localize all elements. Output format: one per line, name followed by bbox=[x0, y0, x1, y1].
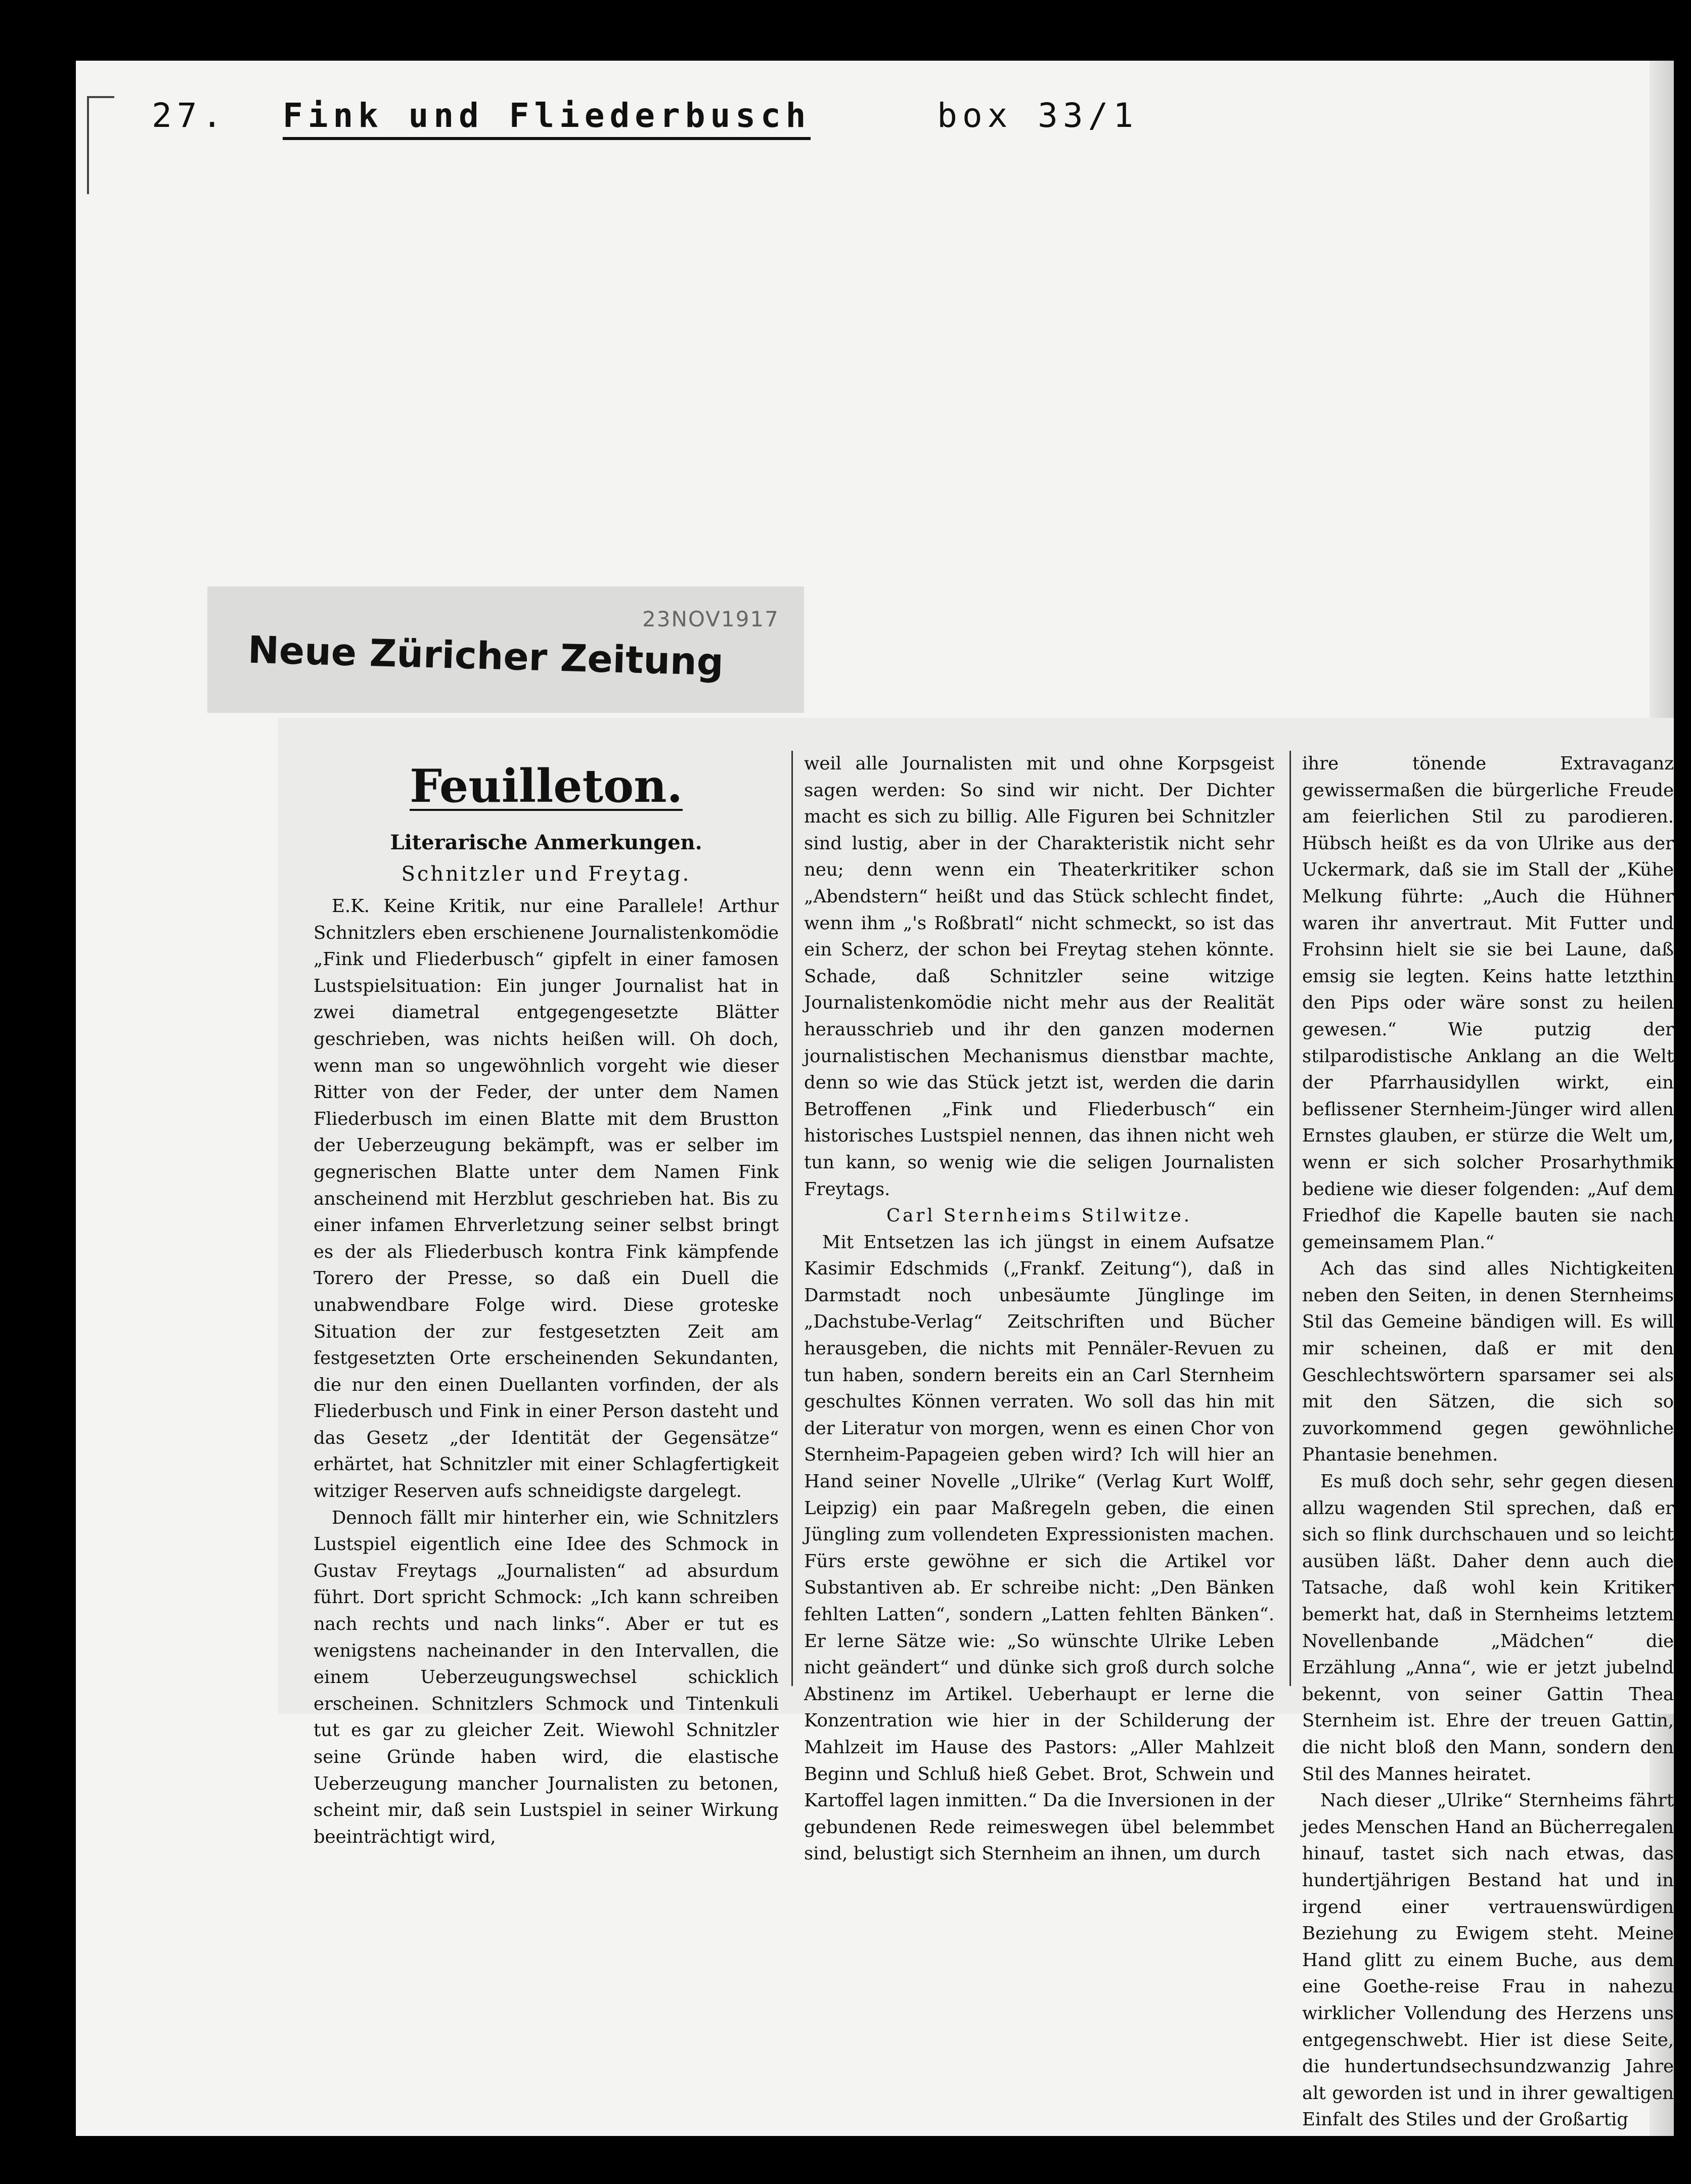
header-title: Fink und Fliederbusch bbox=[283, 96, 811, 140]
text-column-3 bbox=[1302, 751, 1674, 2130]
corner-crop-mark bbox=[87, 96, 114, 194]
article-subhead: Carl Sternheims Stilwitze. bbox=[886, 1205, 1192, 1226]
paragraph: ihre tönende Extravaganz gewissermaßen die bürgerliche Freude am feierlichen Stil zu parodieren. Hübsch heißt es da von Ulrike aus der Uckermark, daß sie im Stall der „Kühe Melkung führte: „Auch die Hühner waren ihr anvertraut. Mit Futter und Frohsinn hielt sie sie bei Laune, daß emsig sie legten. Keins hatte letzthin den Pips oder wäre sonst zu heilen gewesen.“ Wie putzig der stilparodistische Anklang an die Welt der Pfarrhausidyllen wirkt, ein beflissener Sternheim-Jünger wird allen Ernstes glauben, er stürze die Welt um, wenn er sich solcher Prosarhythmik bediene wie dieser folgenden: „Auf dem Friedhof die Kapelle bauten sie nach gemeinsamem Plan.“ bbox=[1302, 753, 1674, 1253]
archive-sheet bbox=[76, 61, 1674, 2136]
paragraph: E.K. Keine Kritik, nur eine Parallele! Arthur Schnitzlers eben erschienene Journalistenkomödie „Fink und Fliederbusch“ gipfelt in einer famosen Lustspielsituation: Ein junger Journalist hat in zwei diametral entgegengesetzte Blätter geschrieben, was nichts heißen will. Oh doch, wenn man so ungewöhnlich vorgeht wie dieser Ritter von der Feder, der unter dem Namen Fliederbusch im einen Blatte mit dem Brustton der Ueberzeugung bekämpft, was er selber im gegnerischen Blatte unter dem Namen Fink anscheinend mit Herzblut geschrieben hat. Bis zu einer infamen Ehrverletzung seiner selbst bringt es der als Fliederbusch kontra Fink kämpfende Torero der Presse, so daß ein Duell die unabwendbare Folge wird. Diese groteske Situation der zur festgesetzten Zeit am festgesetzten Orte erscheinenden Sekundanten, die nur den einen Duellanten vorfinden, der als Fliederbusch und Fink in einer Person dasteht und das Gesetz „der Identität der Gegensätze“ erhärtet, hat Schnitzler mit einer Schlagfertigkeit witziger Reserven aufs schneidigste dargelegt. bbox=[314, 896, 779, 1502]
paragraph: Mit Entsetzen las ich jüngst in einem Aufsatze Kasimir Edschmids („Frankf. Zeitung“), daß in Darmstadt noch unbesäumte Jünglinge im „Dachstube-Verlag“ Zeitschriften und Bücher herausgeben, die nichts mit Pennäler-Revuen zu tun haben, sondern bereits ein an Carl Sternheim geschultes Können verraten. Wo soll das hin mit der Literatur von morgen, wenn es einen Chor von Sternheim-Papageien geben wird? Ich will hier an Hand seiner Novelle „Ulrike“ (Verlag Kurt Wolff, Leipzig) ein paar Maßregeln geben, die einen Jüngling zum vollendeten Expressionisten machen. Fürs erste gewöhne er sich die Artikel vor Substantiven ab. Er schreibe nicht: „Den Bänken fehlten Latten“, sondern „Latten fehlten Bänken“. Er lerne Sätze wie: „So wünschte Ulrike Leben nicht geändert“ und dünke sich groß durch solche Abstinenz im Artikel. Ueberhaupt er lerne die Konzentration wie hier in der Schilderung der Mahlzeit im Hause des Pastors: „Aller Mahlzeit Beginn und Schluß hieß Gebet. Brot, Schwein und Kartoffel lagen inmitten.“ Da die Inversionen in der gebundenen Rede reimeswegen übel belemmbet sind, belustigt sich Sternheim an ihnen, um durch bbox=[804, 1232, 1274, 1864]
paragraph: Ach das sind alles Nichtigkeiten neben den Seiten, in denen Sternheims Stil das Gemeine bändigen will. Es will mir scheinen, daß er mit den Geschlechtswörtern sparsamer sei als mit den Sätzen, die sich so zuvorkommend gegen gewöhnliche Phantasie benehmen. bbox=[1302, 1258, 1674, 1466]
text-column-1 bbox=[314, 751, 779, 1847]
masthead-strip bbox=[207, 586, 804, 713]
archive-header bbox=[152, 96, 1138, 152]
article-subtitle: Literarische Anmerkungen. bbox=[390, 831, 702, 854]
paragraph: Es muß doch sehr, sehr gegen diesen allzu wagenden Stil sprechen, daß er sich so flink durchschauen und so leicht ausüben läßt. Daher denn auch die Tatsache, daß wohl kein Kritiker bemerkt hat, daß in Sternheims letztem Novellenbande „Mädchen“ die Erzählung „Anna“, wie er jetzt jubelnd bekennt, von seiner Gattin Thea Sternheim ist. Ehre der treuen Gattin, die nicht bloß den Mann, sondern den Stil des Mannes heiratet. bbox=[1302, 1471, 1674, 1785]
paragraph: Dennoch fällt mir hinterher ein, wie Schnitzlers Lustspiel eigentlich eine Idee des Schmock in Gustav Freytags „Journalisten“ ad absurdum führt. Dort spricht Schmock: „Ich kann schreiben nach rechts und nach links“. Aber er tut es wenigstens nacheinander in den Intervallen, die einem Ueberzeugungswechsel schicklich erscheinen. Schnitzlers Schmock und Tintenkuli tut es gar zu gleicher Zeit. Wiewohl Schnitzler seine Gründe haben wird, die elastische Ueberzeugung mancher Journalisten zu betonen, scheint mir, daß sein Lustspiel in seiner Wirkung beeinträchtigt wird, bbox=[314, 1507, 779, 1847]
paragraph: Nach dieser „Ulrike“ Sternheims fährt jedes Menschen Hand an Bücherregalen hinauf, tastet sich nach etwas, das hundertjährigen Bestand hat und in irgend einer vertrauenswürdigen Beziehung zu Ewigem steht. Meine Hand glitt zu einem Buche, aus dem eine Goethe-reise Frau in nahezu wirklicher Vollendung des Herzens uns entgegenschwebt. Hier ist diese Seite, die hundertundsechsundzwanzig Jahre alt geworden ist und in ihrer gewaltigen Einfalt des Stiles und der Großartig bbox=[1302, 1790, 1674, 2130]
newspaper-clipping bbox=[207, 586, 1674, 2130]
column-rule bbox=[1289, 751, 1291, 1686]
column-rule bbox=[791, 751, 793, 1686]
newspaper-name: Neue Züricher Zeitung bbox=[247, 628, 724, 685]
section-title: Feuilleton. bbox=[410, 759, 683, 813]
date-stamp: 23NOV1917 bbox=[642, 607, 779, 631]
text-column-2 bbox=[804, 751, 1274, 1864]
paragraph: weil alle Journalisten mit und ohne Korpsgeist sagen werden: So sind wir nicht. Der Dichter macht es sich zu billig. Alle Figuren bei Schnitzler sind lustig, aber in der Charakteristik nicht sehr neu; denn wenn ein Theaterkritiker schon „Abendstern“ heißt und das Stück schlecht findet, wenn ihm „'s Roßbratl“ nicht schmeckt, so ist das ein Scherz, der schon bei Freytag stehen könnte. Schade, daß Schnitzler seine witzige Journalistenkomödie nicht mehr aus der Realität herausschrieb und ihr den ganzen modernen journalistischen Mechanismus dienstbar machte, denn so wie das Stück jetzt ist, werden die darin Betroffenen „Fink und Fliederbusch“ ein historisches Lustspiel nennen, das ihnen nicht weh tun kann, so wenig wie die seligen Journalisten Freytags. bbox=[804, 753, 1274, 1200]
header-box-label: box 33/1 bbox=[937, 96, 1139, 135]
header-number: 27. bbox=[152, 96, 228, 135]
article-subhead: Schnitzler und Freytag. bbox=[401, 862, 691, 886]
